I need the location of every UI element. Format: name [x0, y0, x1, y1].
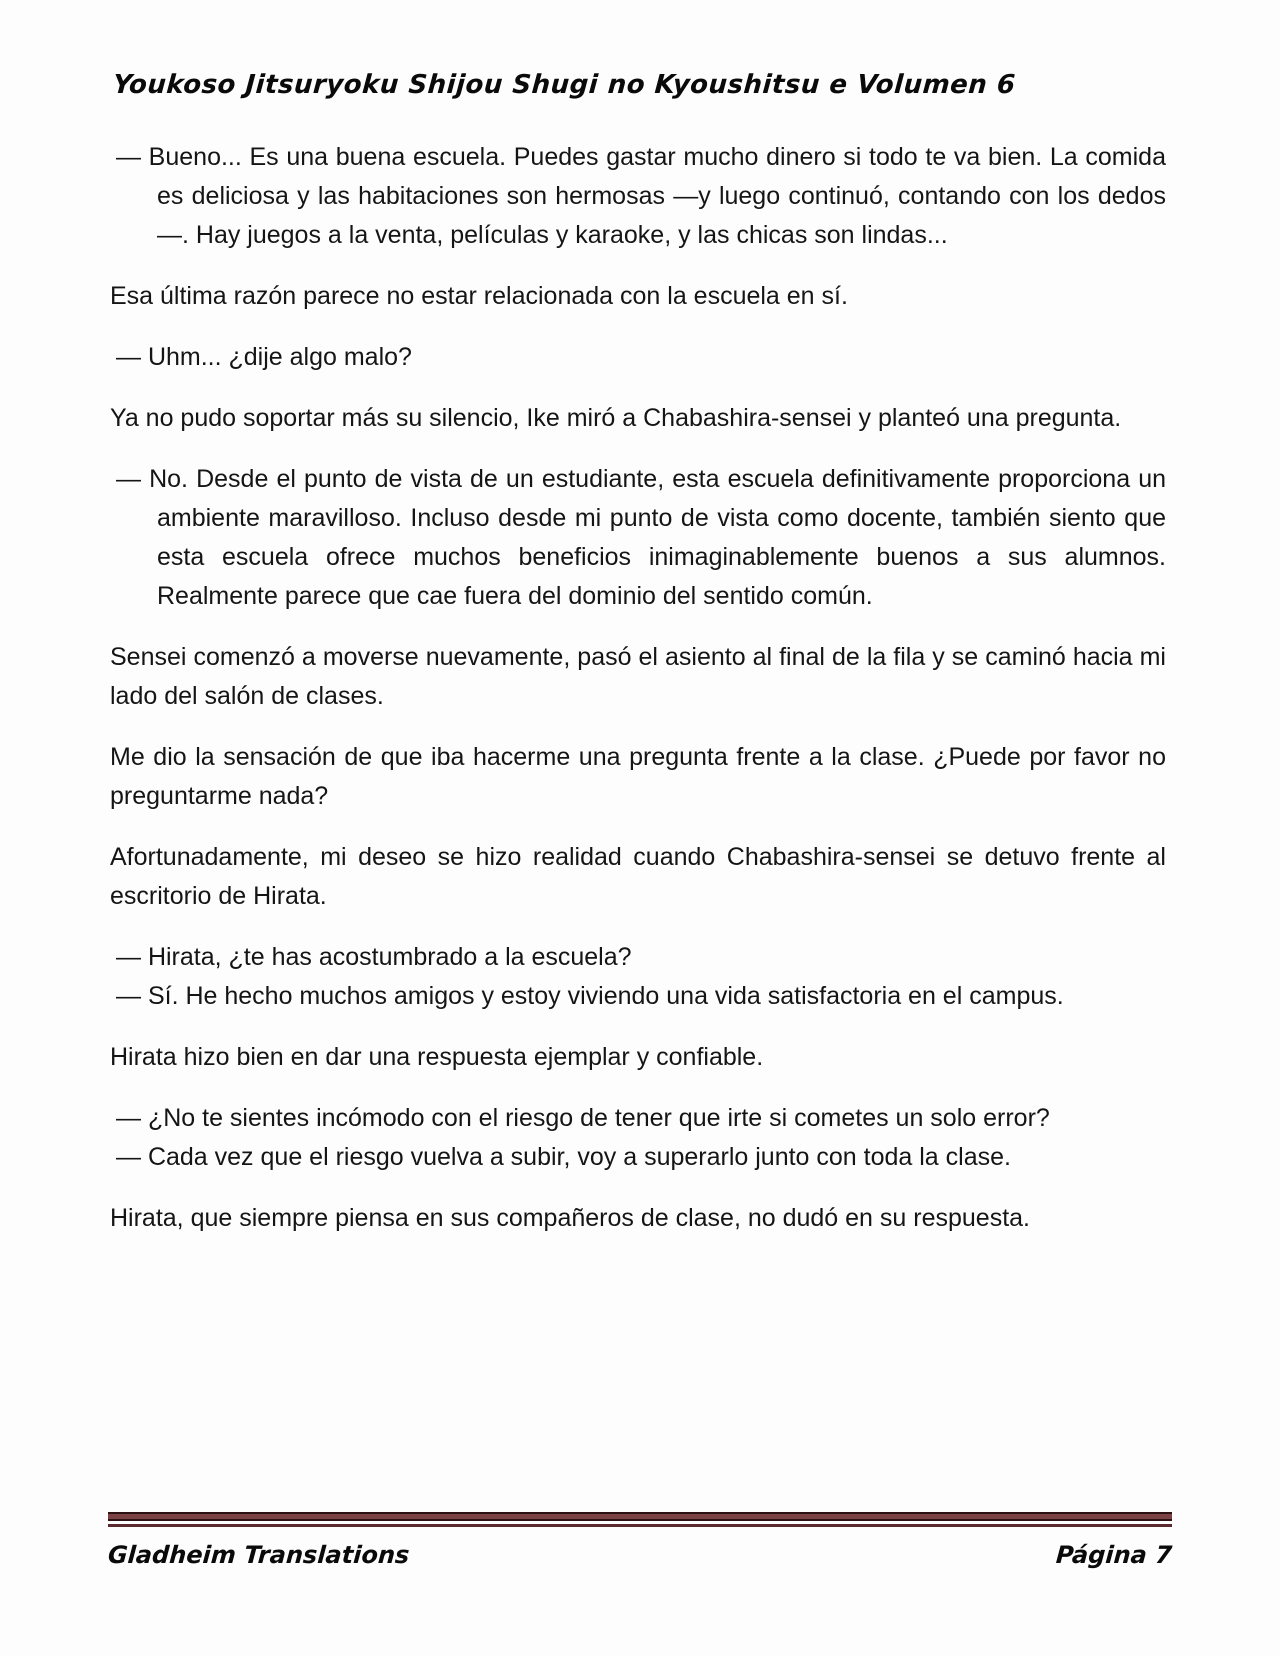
- page-body: [110, 138, 1166, 1260]
- paragraph-dialogue-5: — Sí. He hecho muchos amigos y estoy viviendo una vida satisfactoria en el campus.: [116, 982, 1064, 1010]
- footer-rule-thin: [108, 1524, 1172, 1527]
- paragraph-narration-4: Me dio la sensación de que iba hacerme una pregunta frente a la clase. ¿Puede por favor no preguntarme nada?: [110, 743, 1166, 810]
- paragraph-dialogue-1: — Bueno... Es una buena escuela. Puedes gastar mucho dinero si todo te va bien. La comida es deliciosa y las habitaciones son hermosas —y luego continuó, contando con los dedos—. Hay juegos a la venta, películas y karaoke, y las chicas son lindas...: [116, 143, 1166, 249]
- paragraph-narration-2: Ya no pudo soportar más su silencio, Ike miró a Chabashira-sensei y planteó una pregunta.: [110, 404, 1122, 432]
- paragraph-dialogue-3: — No. Desde el punto de vista de un estudiante, esta escuela definitivamente proporciona un ambiente maravilloso. Incluso desde mi punto de vista como docente, también siento que esta escuela ofrece muchos beneficios inimaginablemente buenos a sus alumnos. Realmente parece que cae fuera del dominio del sentido común.: [116, 465, 1166, 610]
- footer-rule-thick: [108, 1512, 1172, 1521]
- footer-row: [108, 1541, 1172, 1569]
- footer-translator-credit: Gladheim Translations: [107, 1541, 411, 1569]
- page-footer: [108, 1512, 1172, 1569]
- paragraph-narration-5: Afortunadamente, mi deseo se hizo realidad cuando Chabashira-sensei se detuvo frente al escritorio de Hirata.: [110, 843, 1166, 910]
- paragraph-dialogue-4: — Hirata, ¿te has acostumbrado a la escuela?: [116, 943, 632, 971]
- paragraph-dialogue-2: — Uhm... ¿dije algo malo?: [116, 343, 412, 371]
- page-header: [112, 70, 1172, 100]
- paragraph-narration-6: Hirata hizo bien en dar una respuesta ejemplar y confiable.: [110, 1043, 764, 1071]
- paragraph-dialogue-6: — ¿No te sientes incómodo con el riesgo de tener que irte si cometes un solo error?: [116, 1104, 1050, 1132]
- paragraph-narration-1: Esa última razón parece no estar relacionada con la escuela en sí.: [110, 282, 848, 310]
- footer-page-number: Página 7: [1055, 1541, 1173, 1569]
- page-header-title: Youkoso Jitsuryoku Shijou Shugi no Kyoushitsu e Volumen 6: [112, 70, 1017, 100]
- paragraph-dialogue-7: — Cada vez que el riesgo vuelva a subir, voy a superarlo junto con toda la clase.: [116, 1143, 1011, 1171]
- paragraph-narration-7: Hirata, que siempre piensa en sus compañeros de clase, no dudó en su respuesta.: [110, 1204, 1030, 1232]
- paragraph-narration-3: Sensei comenzó a moverse nuevamente, pasó el asiento al final de la fila y se caminó hacia mi lado del salón de clases.: [110, 643, 1166, 710]
